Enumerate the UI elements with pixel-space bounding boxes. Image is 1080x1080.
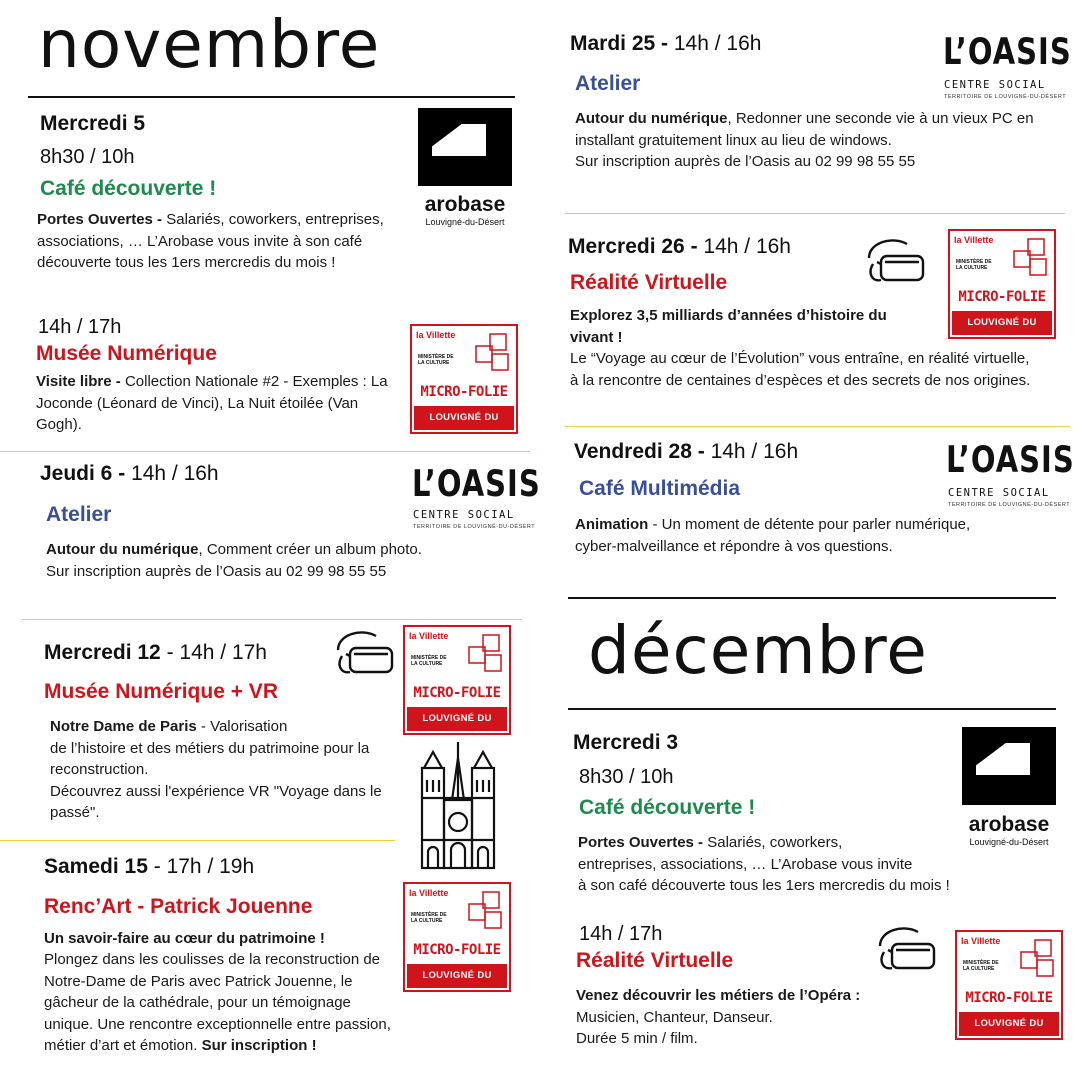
event-lead: Visite libre -	[36, 373, 125, 390]
oasis-name: L’OASIS	[943, 30, 1072, 73]
divider	[565, 426, 1070, 427]
divider	[0, 840, 395, 841]
event-text: Musicien, Chanteur, Danseur.	[576, 1008, 773, 1026]
micro-folie-logo	[403, 625, 511, 748]
event-time: 14h / 16h	[673, 32, 762, 55]
event-text: Collection Nationale #2 - Exemples : La Joconde (Léonard de Vinci), La Nuit étoilée (Van Gogh).	[36, 373, 388, 433]
event-text: - Un moment de détente pour parler numérique, cyber-malveillance et répondre à vos questions.	[575, 516, 971, 555]
micro-folie-place: LOUVIGNÉ DU DÉSERT	[952, 311, 1052, 335]
event-time: 8h30 / 10h	[40, 146, 135, 168]
micro-folie-logo	[948, 229, 1056, 352]
event-day	[44, 641, 267, 665]
event-lead-line	[570, 305, 930, 348]
event-day: Mercredi 5	[40, 112, 146, 135]
event-day-label: Mardi 25 -	[570, 32, 674, 55]
oasis-subtitle: CENTRE SOCIAL	[944, 79, 1046, 91]
arobase-name: arobase	[968, 813, 1050, 836]
event-day-label: Jeudi 6 -	[40, 462, 132, 485]
month-heading-november: novembre	[38, 6, 381, 83]
event-lead: Autour du numérique	[575, 110, 728, 127]
cubes-icon	[465, 633, 505, 677]
event-time: 14h / 17h	[579, 923, 663, 945]
event-day-label: Samedi 15	[44, 855, 148, 878]
arobase-location: Louvigné-du-Désert	[969, 837, 1049, 847]
event-title: Musée Numérique	[36, 342, 217, 365]
event-title: Café découverte !	[579, 796, 756, 819]
event-title: Réalité Virtuelle	[576, 949, 734, 972]
event-text: Salariés, coworkers, entreprises, associations, … L’Arobase vous invite à son café découverte tous les 1ers mercredis du mois !	[578, 834, 950, 894]
event-description	[50, 716, 398, 824]
ministere-label: MINISTÈRE DE LA CULTURE	[418, 354, 454, 366]
cubes-icon	[465, 890, 505, 934]
micro-folie-place: LOUVIGNÉ DU DÉSERT	[407, 964, 507, 988]
event-text: , Comment créer un album photo.	[198, 541, 422, 558]
month-heading-december: décembre	[588, 612, 928, 689]
event-text: , Redonner une seconde vie à un vieux PC en installant gratuitement linux au lieu de windows.	[575, 110, 1034, 149]
event-title: Café Multimédia	[579, 477, 741, 500]
la-villette-label: la Villette	[409, 888, 449, 898]
micro-folie-place: LOUVIGNÉ DU DÉSERT	[959, 1012, 1059, 1036]
arobase-location: Louvigné-du-Désert	[425, 217, 505, 227]
event-description	[575, 108, 1045, 173]
event-description	[570, 348, 1040, 391]
vr-headset-icon	[873, 922, 939, 976]
event-text-2: de l’histoire et des métiers du patrimoine pour la reconstruction.	[50, 739, 370, 778]
arobase-name: arobase	[424, 193, 506, 216]
event-time: - 17h / 19h	[147, 855, 255, 878]
micro-folie-logo	[410, 324, 518, 447]
event-lead: Portes Ouvertes -	[578, 834, 708, 851]
micro-folie-logo	[403, 882, 511, 1005]
event-lead: Autour du numérique	[46, 541, 199, 558]
ministere-label: MINISTÈRE DE LA CULTURE	[963, 960, 999, 972]
event-day-label: Mercredi 12	[44, 641, 161, 664]
event-text: Plongez dans les coulisses de la reconstruction de Notre-Dame de Paris avec Patrick Jouenne, le gâcheur de la cathédrale, pour un témoignage unique. Une rencontre exceptionnelle entre passion, métier d’art et émotion.	[44, 951, 391, 1054]
event-description	[36, 371, 408, 436]
ministere-label: MINISTÈRE DE LA CULTURE	[411, 912, 447, 924]
la-villette-label: la Villette	[416, 330, 456, 340]
divider	[0, 451, 530, 452]
micro-folie-place: LOUVIGNÉ DU DÉSERT	[414, 406, 514, 430]
oasis-subtitle: CENTRE SOCIAL	[413, 509, 515, 521]
micro-folie-title: MICRO-FOLIE	[958, 289, 1046, 305]
event-text: Salariés, coworkers, entreprises, associations, … L’Arobase vous invite à son café découverte tous les 1ers mercredis du mois !	[37, 211, 384, 271]
micro-folie-place: LOUVIGNÉ DU DÉSERT	[407, 707, 507, 731]
micro-folie-title: MICRO-FOLIE	[965, 990, 1053, 1006]
event-day	[40, 462, 219, 486]
la-villette-label: la Villette	[954, 235, 994, 245]
event-title: Café découverte !	[40, 177, 217, 200]
micro-folie-logo	[955, 930, 1063, 1053]
oasis-name: L’OASIS	[412, 462, 541, 505]
event-description	[37, 209, 392, 274]
event-lead: Un savoir-faire au cœur du patrimoine !	[44, 930, 325, 947]
event-time: - 14h / 17h	[160, 641, 267, 664]
event-day	[44, 855, 254, 879]
divider	[22, 619, 522, 620]
oasis-territory: TERRITOIRE DE LOUVIGNÉ-DU-DÉSERT	[413, 524, 536, 530]
ministere-label: MINISTÈRE DE LA CULTURE	[411, 655, 447, 667]
ministere-label: MINISTÈRE DE LA CULTURE	[956, 259, 992, 271]
event-title: Réalité Virtuelle	[570, 271, 728, 294]
event-title: Atelier	[46, 503, 112, 526]
event-description	[576, 985, 946, 1050]
oasis-subtitle: CENTRE SOCIAL	[948, 487, 1050, 499]
oasis-name: L’OASIS	[946, 438, 1075, 481]
event-day-label: Vendredi 28 -	[574, 440, 711, 463]
event-time: 14h / 16h	[703, 235, 791, 258]
event-time: 14h / 16h	[131, 462, 219, 485]
event-time: 14h / 16h	[710, 440, 799, 463]
event-day	[574, 440, 798, 464]
event-title: Musée Numérique + VR	[44, 680, 278, 703]
event-description	[46, 539, 486, 582]
event-day-label: Mercredi 26 -	[568, 235, 704, 258]
micro-folie-title: MICRO-FOLIE	[420, 384, 508, 400]
cubes-icon	[1010, 237, 1050, 281]
arobase-mark-icon	[418, 108, 512, 186]
oasis-territory: TERRITOIRE DE LOUVIGNÉ-DU-DÉSERT	[944, 94, 1067, 100]
event-text: - Valorisation	[196, 718, 288, 735]
event-text-2: Durée 5 min / film.	[576, 1030, 698, 1047]
event-lead: Notre Dame de Paris	[50, 718, 197, 735]
event-tail: Sur inscription !	[197, 1037, 317, 1054]
event-day: Mercredi 3	[573, 731, 679, 754]
divider	[28, 96, 515, 98]
vr-headset-icon	[862, 234, 928, 288]
micro-folie-title: MICRO-FOLIE	[413, 942, 501, 958]
cubes-icon	[472, 332, 512, 376]
la-villette-label: la Villette	[961, 936, 1001, 946]
event-lead: Portes Ouvertes -	[37, 211, 167, 228]
event-lead: Explorez 3,5 milliards d’années d’histoire du vivant !	[570, 307, 887, 346]
event-text-3: Découvrez aussi l'expérience VR "Voyage dans le passé".	[50, 782, 382, 821]
event-text-2: Sur inscription auprès de l’Oasis au 02 99 98 55 55	[46, 562, 387, 580]
arobase-mark-icon	[962, 727, 1056, 805]
event-title: Atelier	[575, 72, 641, 95]
micro-folie-title: MICRO-FOLIE	[413, 685, 501, 701]
vr-headset-icon	[332, 626, 396, 680]
cubes-icon	[1017, 938, 1057, 982]
event-text: Le “Voyage au cœur de l’Évolution” vous entraîne, en réalité virtuelle, à la rencontre de centaines d’espèces et des secrets de nos origines.	[570, 350, 1031, 389]
event-time: 14h / 17h	[38, 316, 122, 338]
notre-dame-cathedral-icon	[418, 738, 498, 872]
event-day	[570, 32, 761, 56]
la-villette-label: la Villette	[409, 631, 449, 641]
event-lead: Venez découvrir les métiers de l’Opéra :	[576, 987, 861, 1004]
divider	[568, 597, 1056, 599]
divider	[568, 708, 1056, 710]
oasis-territory: TERRITOIRE DE LOUVIGNÉ-DU-DÉSERT	[948, 502, 1071, 508]
event-day	[568, 235, 791, 259]
divider	[565, 213, 1065, 214]
event-lead-line	[44, 928, 404, 950]
event-time: 8h30 / 10h	[579, 766, 674, 788]
event-title: Renc’Art - Patrick Jouenne	[44, 895, 313, 918]
event-text-2: Sur inscription auprès de l’Oasis au 02 99 98 55 55	[575, 153, 916, 170]
event-lead: Animation	[575, 516, 649, 533]
event-description	[575, 514, 1005, 557]
